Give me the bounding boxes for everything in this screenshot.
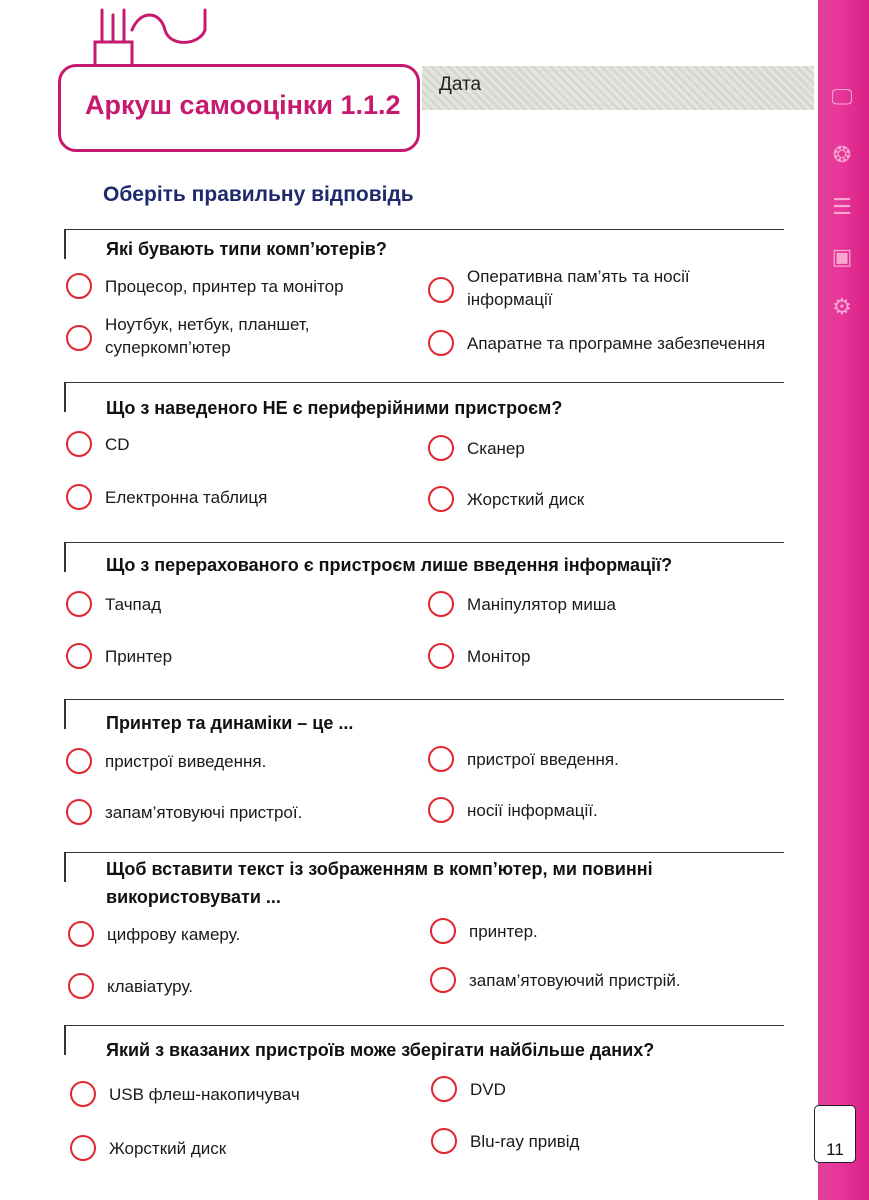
title-decoration (80, 0, 220, 70)
question-marker (64, 229, 66, 259)
radio-button[interactable] (428, 797, 454, 823)
option-label: запам’ятовуючий пристрій. (469, 971, 681, 990)
option-label: CD (105, 435, 130, 454)
laptop-icon: 🖵 (831, 85, 853, 110)
option-label: Жорсткий диск (109, 1139, 227, 1158)
question-divider (64, 1025, 784, 1026)
date-label: Дата (439, 74, 482, 95)
option-label: Монітор (467, 647, 531, 666)
radio-button[interactable] (428, 435, 454, 461)
radio-button[interactable] (428, 643, 454, 669)
radio-button[interactable] (430, 967, 456, 993)
image-icon: ▣ (831, 245, 853, 270)
question-text: Принтер та динаміки – це ... (106, 713, 354, 733)
gear-icon: ⚙ (832, 295, 852, 320)
radio-button[interactable] (428, 330, 454, 356)
brain-icon: ❂ (832, 143, 852, 168)
question-divider (64, 382, 784, 383)
radio-button[interactable] (430, 918, 456, 944)
document-icon: ☰ (832, 195, 852, 220)
question-marker (64, 382, 66, 412)
option-label: принтер. (469, 922, 538, 941)
option-label: DVD (470, 1080, 506, 1099)
date-strip (422, 66, 814, 110)
radio-button[interactable] (431, 1128, 457, 1154)
question-marker (64, 852, 66, 882)
question-marker (64, 699, 66, 729)
option-label: Маніпулятор миша (467, 595, 616, 614)
question-marker (64, 542, 66, 572)
option-label: Ноутбук, нетбук, планшет, суперкомп’ютер (105, 315, 310, 357)
question-divider (64, 542, 784, 543)
radio-button[interactable] (428, 486, 454, 512)
option-label: Оперативна пам’ять та носії інформації (467, 267, 690, 309)
radio-button[interactable] (66, 799, 92, 825)
question-divider (64, 852, 784, 853)
option-label: запам’ятовуючі пристрої. (105, 803, 303, 822)
instruction-heading: Оберіть правильну відповідь (103, 183, 414, 206)
radio-button[interactable] (428, 277, 454, 303)
title-box (58, 64, 420, 152)
option-label: носії інформації. (467, 801, 598, 820)
radio-button[interactable] (428, 746, 454, 772)
side-tab-bar (818, 0, 869, 1200)
question-text: Що з перерахованого є пристроєм лише введення інформації? (106, 555, 673, 575)
option-label: Тачпад (105, 595, 162, 614)
option-label: пристрої введення. (467, 750, 619, 769)
option-label: Апаратне та програмне забезпечення (467, 334, 766, 353)
radio-button[interactable] (70, 1081, 96, 1107)
radio-button[interactable] (68, 921, 94, 947)
option-label: Сканер (467, 439, 525, 458)
page-number: 11 (814, 1105, 856, 1163)
option-label: USB флеш-накопичувач (109, 1085, 300, 1104)
option-label: Електронна таблиця (105, 488, 268, 507)
radio-button[interactable] (66, 273, 92, 299)
question-divider (64, 699, 784, 700)
radio-button[interactable] (66, 484, 92, 510)
question-text: Які бувають типи комп’ютерів? (106, 239, 387, 259)
radio-button[interactable] (70, 1135, 96, 1161)
option-label: Жорсткий диск (467, 490, 585, 509)
radio-button[interactable] (66, 325, 92, 351)
radio-button[interactable] (66, 431, 92, 457)
radio-button[interactable] (428, 591, 454, 617)
radio-button[interactable] (66, 643, 92, 669)
question-text: Що з наведеного НЕ є периферійними пристроєм? (106, 398, 563, 418)
radio-button[interactable] (66, 591, 92, 617)
radio-button[interactable] (431, 1076, 457, 1102)
option-label: пристрої виведення. (105, 752, 267, 771)
option-label: Процесор, принтер та монітор (105, 277, 344, 296)
radio-button[interactable] (66, 748, 92, 774)
radio-button[interactable] (68, 973, 94, 999)
option-label: клавіатуру. (107, 977, 193, 996)
option-label: Blu-ray привід (470, 1132, 580, 1151)
question-divider (64, 229, 784, 230)
question-text: Який з вказаних пристроїв може зберігати найбільше даних? (106, 1040, 655, 1060)
question-marker (64, 1025, 66, 1055)
page-title: Аркуш самооцінки 1.1.2 (85, 90, 401, 120)
option-label: цифрову камеру. (107, 925, 241, 944)
option-label: Принтер (105, 647, 173, 666)
question-text: Щоб вставити текст із зображенням в комп’ютер, ми повинні використовувати ... (106, 859, 653, 907)
